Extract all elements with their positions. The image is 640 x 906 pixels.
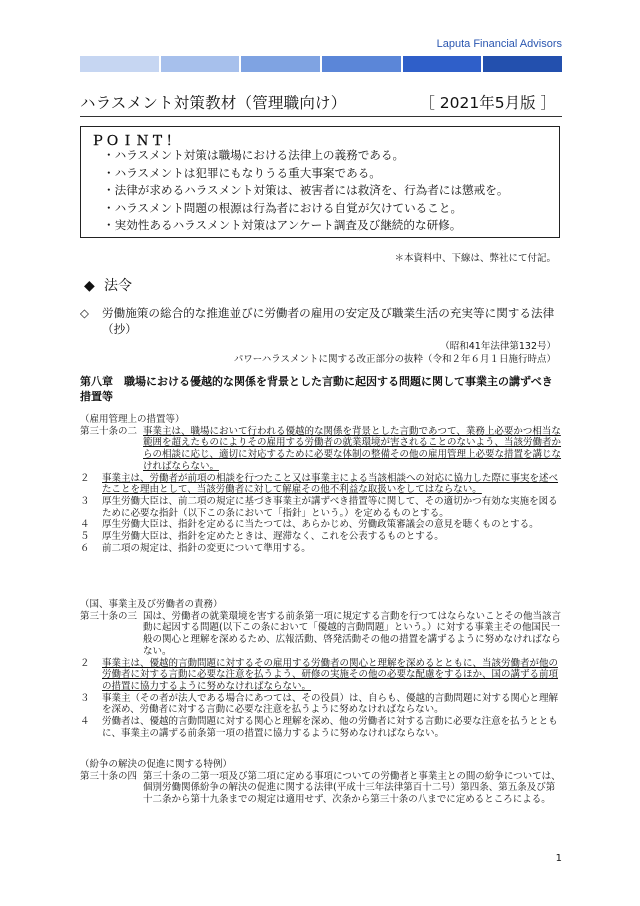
paragraph-number: ４ (80, 716, 90, 728)
article-paragraph (80, 496, 562, 519)
law-subtitle: パワーハラスメントに関する改正部分の抜粋（令和２年６月１日施行時点） (233, 354, 556, 365)
color-bar-segment (403, 56, 482, 72)
paragraph-text: 厚生労働大臣は、指針を定めたときは、遅滞なく、これを公表するものとする。 (102, 531, 444, 543)
point-box (80, 126, 560, 238)
point-item: ・ハラスメント問題の根源は行為者における自覚が欠けていること。 (103, 200, 463, 215)
law-number: （昭和41年法律第132号） (440, 341, 556, 352)
paragraph-text: 前二項の規定は、指針の変更について準用する。 (102, 542, 311, 554)
article-paragraph (80, 543, 562, 555)
paragraph-number: ５ (80, 531, 90, 543)
article-text: 事業主は、職場において行われる優越的な関係を背景とした言動であつて、業務上必要かつ相当な範囲を超えたものによりその雇用する労働者の就業環境が害されることのないよう、当該労働者からの相談に応じ、適切に対応するために必要な体制の整備その他の雇用管理上必要な措置を講じなければならない。 (143, 425, 562, 472)
paragraph-text: 事業主は、労働者が前項の相談を行つたこと又は事業主による当該相談への対応に協力した際に事実を述べたことを理由として、当該労働者に対して解雇その他不利益な取扱いをしてはならない。 (102, 472, 559, 496)
article-caption: （紛争の解決の促進に関する特例） (80, 759, 233, 770)
paragraph-number: ３ (80, 692, 90, 704)
article-paragraph (80, 473, 562, 496)
article-paragraph (80, 519, 562, 531)
document-title: ハラスメント対策教材（管理職向け） (80, 94, 347, 112)
article-caption: （国、事業主及び労働者の責務） (80, 599, 223, 610)
article-number: 第三十条の四 (80, 770, 138, 782)
point-item: ・実効性あるハラスメント対策はアンケート調査及び継続的な研修。 (103, 218, 462, 232)
underline-note: ＊本資料中、下線は、弊社にて付記。 (394, 253, 556, 264)
paragraph-number: ４ (80, 519, 90, 531)
article (80, 611, 562, 658)
point-item: ・ハラスメントは犯罪にもなりうる重大事案である。 (103, 165, 381, 180)
title-divider (80, 116, 562, 117)
diamond-icon: ◆ (84, 278, 95, 294)
paragraph-text: 労働者は、優越的言動問題に対する関心と理解を深め、他の労働者に対する言動に必要な注意を払うとともに、事業主の講ずる前条第一項の措置に協力するように努めなければならない。 (102, 716, 558, 739)
point-title: ＰＯＩＮＴ！ (91, 134, 182, 149)
point-list (103, 147, 508, 235)
paragraph-number: ３ (80, 495, 90, 507)
paragraph-text: 事業主（その者が法人である場合にあつては、その役員）は、自らも、優越的言動問題に対する関心と理解を深め、労働者に対する言動に必要な注意を払うように努めなければならない。 (102, 692, 559, 716)
paragraph-text: 事業主は、優越的言動問題に対するその雇用する労働者の関心と理解を深めるとともに、当該労働者が他の労働者に対する言動に必要な注意を払うよう、研修の実施その他の必要な配慮をするほか、国の講ずる前項の措置に協力するように努めなければならない。 (102, 657, 559, 692)
article-paragraph (80, 693, 562, 716)
color-bar-segment (483, 56, 562, 72)
point-item: ・ハラスメント対策は職場における法律上の義務である。 (103, 148, 405, 162)
law-title-text: 労働施策の総合的な推進並びに労働者の雇用の安定及び職業生活の充実等に関する法律（抄） (102, 306, 555, 336)
article-caption: （雇用管理上の措置等） (80, 414, 185, 425)
hollow-diamond-icon: ◇ (80, 306, 89, 320)
edition-label: ［ 2021年5月版 ］ (419, 94, 556, 112)
article (80, 426, 562, 473)
article-number: 第三十条の二 (80, 425, 138, 437)
article-number: 第三十条の三 (80, 610, 138, 622)
page-number: 1 (555, 853, 562, 864)
paragraph-number: ６ (80, 542, 90, 554)
law-title (80, 306, 560, 337)
article-block-dispute-resolution (80, 759, 562, 806)
article (80, 771, 562, 806)
paragraph-text: 厚生労働大臣は、前二項の規定に基づき事業主が講ずべき措置等に関して、その適切かつ有効な実施を図るために必要な指針（以下この条において「指針」という。）を定めるものとする。 (102, 495, 558, 519)
article-block-employment-measures (80, 414, 562, 554)
paragraph-number: ２ (80, 657, 90, 669)
paragraph-number: ２ (80, 472, 90, 484)
article-paragraph (80, 531, 562, 543)
article-text: 国は、労働者の就業環境を害する前条第一項に規定する言動を行つてはならないことその他当該言動に起因する問題(以下この条において「優越的言動問題」という。）に対する事業主その他国民一般の関心と理解を深めるため、広報活動、啓発活動その他の措置を講ずるように努めなければならない。 (143, 610, 562, 657)
section-heading (84, 275, 132, 295)
article-block-responsibilities (80, 599, 562, 739)
article-paragraph (80, 716, 562, 739)
color-bar-segment (241, 56, 320, 72)
color-bar-segment (322, 56, 401, 72)
point-item: ・法律が求めるハラスメント対策は、被害者には救済を、行為者には懲戒を。 (103, 183, 509, 197)
chapter-heading: 第八章 職場における優越的な関係を背景とした言動に起因する問題に関して事業主の講ずべき措置等 (80, 375, 553, 403)
brand-name: Laputa Financial Advisors (436, 38, 562, 50)
header-color-bar (80, 56, 562, 72)
article-paragraph (80, 658, 562, 693)
paragraph-text: 厚生労働大臣は、指針を定めるに当たつては、あらかじめ、労働政策審議会の意見を聴くものとする。 (102, 519, 539, 531)
color-bar-segment (80, 56, 159, 72)
section-heading-text: 法令 (104, 278, 132, 294)
article-text: 第三十条の二第一項及び第二項に定める事項についての労働者と事業主との間の紛争については、個別労働関係紛争の解決の促進に関する法律(平成十三年法律第百十二号）第四条、第五条及び第十二条から第十九条までの規定は適用せず、次条から第三十条の八までに定めるところによる。 (143, 770, 561, 806)
color-bar-segment (161, 56, 240, 72)
